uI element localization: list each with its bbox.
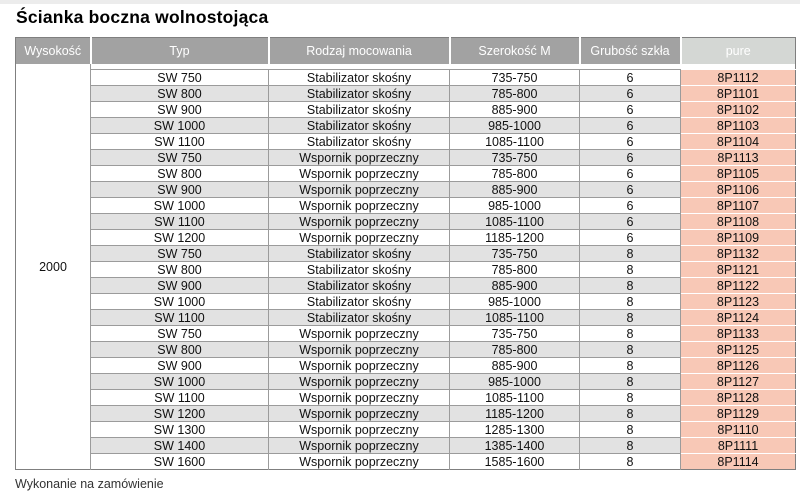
cell-grubosc-szkla: 8 bbox=[580, 406, 681, 422]
footnote-text: Wykonanie na zamówienie bbox=[15, 477, 164, 491]
cell-szerokosc-m: 885-900 bbox=[450, 102, 580, 118]
cell-pure-code: 8P1121 bbox=[681, 262, 796, 278]
table-row bbox=[16, 438, 796, 454]
cell-rodzaj-mocowania: Stabilizator skośny bbox=[269, 278, 450, 294]
cell-grubosc-szkla: 8 bbox=[580, 422, 681, 438]
cell-typ: SW 1200 bbox=[91, 406, 269, 422]
col-header-rodzaj-mocowania: Rodzaj mocowania bbox=[269, 38, 450, 65]
cell-pure-code: 8P1125 bbox=[681, 342, 796, 358]
cell-szerokosc-m: 735-750 bbox=[450, 70, 580, 86]
cell-typ: SW 900 bbox=[91, 102, 269, 118]
cell-pure-code: 8P1106 bbox=[681, 182, 796, 198]
cell-grubosc-szkla: 8 bbox=[580, 246, 681, 262]
cell-rodzaj-mocowania: Stabilizator skośny bbox=[269, 246, 450, 262]
cell-grubosc-szkla: 6 bbox=[580, 230, 681, 246]
cell-rodzaj-mocowania: Wspornik poprzeczny bbox=[269, 198, 450, 214]
cell-rodzaj-mocowania: Wspornik poprzeczny bbox=[269, 342, 450, 358]
cell-rodzaj-mocowania: Stabilizator skośny bbox=[269, 134, 450, 150]
cell-grubosc-szkla: 6 bbox=[580, 86, 681, 102]
cell-szerokosc-m: 1285-1300 bbox=[450, 422, 580, 438]
cell-grubosc-szkla: 6 bbox=[580, 102, 681, 118]
cell-typ: SW 800 bbox=[91, 262, 269, 278]
table-row bbox=[16, 374, 796, 390]
cell-typ: SW 1000 bbox=[91, 374, 269, 390]
cell-grubosc-szkla: 6 bbox=[580, 150, 681, 166]
header-row bbox=[16, 38, 796, 65]
cell-rodzaj-mocowania: Wspornik poprzeczny bbox=[269, 326, 450, 342]
cell-grubosc-szkla: 6 bbox=[580, 118, 681, 134]
table-row bbox=[16, 342, 796, 358]
table-row bbox=[16, 230, 796, 246]
table-row bbox=[16, 390, 796, 406]
cell-grubosc-szkla: 8 bbox=[580, 294, 681, 310]
cell-typ: SW 1300 bbox=[91, 422, 269, 438]
col-header-grubosc-szkla: Grubość szkła bbox=[580, 38, 681, 65]
cell-grubosc-szkla: 8 bbox=[580, 454, 681, 470]
cell-pure-code: 8P1105 bbox=[681, 166, 796, 182]
cell-grubosc-szkla: 8 bbox=[580, 310, 681, 326]
cell-szerokosc-m: 985-1000 bbox=[450, 374, 580, 390]
cell-rodzaj-mocowania: Stabilizator skośny bbox=[269, 310, 450, 326]
cell-pure-code: 8P1129 bbox=[681, 406, 796, 422]
cell-grubosc-szkla: 8 bbox=[580, 374, 681, 390]
cell-typ: SW 900 bbox=[91, 278, 269, 294]
cell-szerokosc-m: 985-1000 bbox=[450, 294, 580, 310]
cell-rodzaj-mocowania: Wspornik poprzeczny bbox=[269, 214, 450, 230]
col-header-pure: pure bbox=[681, 38, 796, 65]
cell-typ: SW 1000 bbox=[91, 294, 269, 310]
cell-pure-code: 8P1112 bbox=[681, 70, 796, 86]
cell-typ: SW 800 bbox=[91, 86, 269, 102]
cell-pure-code: 8P1132 bbox=[681, 246, 796, 262]
cell-grubosc-szkla: 8 bbox=[580, 438, 681, 454]
table-row bbox=[16, 166, 796, 182]
cell-pure-code: 8P1124 bbox=[681, 310, 796, 326]
col-header-wysokosc: Wysokość bbox=[16, 38, 91, 65]
cell-typ: SW 1100 bbox=[91, 134, 269, 150]
cell-rodzaj-mocowania: Wspornik poprzeczny bbox=[269, 374, 450, 390]
cell-szerokosc-m: 1085-1100 bbox=[450, 390, 580, 406]
cell-grubosc-szkla: 6 bbox=[580, 166, 681, 182]
cell-typ: SW 1000 bbox=[91, 118, 269, 134]
cell-rodzaj-mocowania: Wspornik poprzeczny bbox=[269, 230, 450, 246]
table-row bbox=[16, 70, 796, 86]
cell-grubosc-szkla: 6 bbox=[580, 70, 681, 86]
cell-typ: SW 800 bbox=[91, 166, 269, 182]
cell-typ: SW 1100 bbox=[91, 310, 269, 326]
cell-grubosc-szkla: 6 bbox=[580, 134, 681, 150]
cell-grubosc-szkla: 6 bbox=[580, 182, 681, 198]
cell-pure-code: 8P1103 bbox=[681, 118, 796, 134]
cell-typ: SW 750 bbox=[91, 150, 269, 166]
table-row bbox=[16, 118, 796, 134]
table-row bbox=[16, 326, 796, 342]
cell-pure-code: 8P1104 bbox=[681, 134, 796, 150]
cell-rodzaj-mocowania: Stabilizator skośny bbox=[269, 262, 450, 278]
cell-szerokosc-m: 885-900 bbox=[450, 278, 580, 294]
cell-typ: SW 1100 bbox=[91, 214, 269, 230]
cell-pure-code: 8P1114 bbox=[681, 454, 796, 470]
cell-grubosc-szkla: 8 bbox=[580, 326, 681, 342]
table-row bbox=[16, 406, 796, 422]
cell-szerokosc-m: 785-800 bbox=[450, 166, 580, 182]
cell-szerokosc-m: 735-750 bbox=[450, 246, 580, 262]
cell-pure-code: 8P1101 bbox=[681, 86, 796, 102]
cell-grubosc-szkla: 8 bbox=[580, 358, 681, 374]
cell-rodzaj-mocowania: Wspornik poprzeczny bbox=[269, 390, 450, 406]
product-spec-table bbox=[15, 37, 796, 470]
cell-rodzaj-mocowania: Stabilizator skośny bbox=[269, 118, 450, 134]
table-row bbox=[16, 214, 796, 230]
cell-pure-code: 8P1111 bbox=[681, 438, 796, 454]
cell-szerokosc-m: 785-800 bbox=[450, 262, 580, 278]
cell-grubosc-szkla: 8 bbox=[580, 262, 681, 278]
cell-typ: SW 1400 bbox=[91, 438, 269, 454]
cell-pure-code: 8P1126 bbox=[681, 358, 796, 374]
cell-szerokosc-m: 735-750 bbox=[450, 150, 580, 166]
table-row bbox=[16, 134, 796, 150]
table-row bbox=[16, 182, 796, 198]
table-row bbox=[16, 102, 796, 118]
cell-typ: SW 750 bbox=[91, 246, 269, 262]
cell-pure-code: 8P1108 bbox=[681, 214, 796, 230]
cell-szerokosc-m: 1385-1400 bbox=[450, 438, 580, 454]
table-row bbox=[16, 86, 796, 102]
table-row bbox=[16, 198, 796, 214]
cell-rodzaj-mocowania: Stabilizator skośny bbox=[269, 102, 450, 118]
cell-szerokosc-m: 885-900 bbox=[450, 358, 580, 374]
cell-rodzaj-mocowania: Stabilizator skośny bbox=[269, 294, 450, 310]
cell-szerokosc-m: 985-1000 bbox=[450, 198, 580, 214]
top-strip bbox=[0, 0, 800, 4]
cell-typ: SW 1000 bbox=[91, 198, 269, 214]
cell-pure-code: 8P1113 bbox=[681, 150, 796, 166]
col-header-szerokosc-m: Szerokość M bbox=[450, 38, 580, 65]
cell-szerokosc-m: 1085-1100 bbox=[450, 214, 580, 230]
cell-szerokosc-m: 1085-1100 bbox=[450, 310, 580, 326]
cell-typ: SW 900 bbox=[91, 358, 269, 374]
cell-pure-code: 8P1102 bbox=[681, 102, 796, 118]
table-row bbox=[16, 262, 796, 278]
cell-rodzaj-mocowania: Wspornik poprzeczny bbox=[269, 422, 450, 438]
page-title: Ścianka boczna wolnostojąca bbox=[16, 7, 269, 27]
cell-pure-code: 8P1127 bbox=[681, 374, 796, 390]
height-merged-cell: 2000 bbox=[16, 64, 91, 470]
cell-rodzaj-mocowania: Wspornik poprzeczny bbox=[269, 454, 450, 470]
table-row bbox=[16, 278, 796, 294]
cell-pure-code: 8P1107 bbox=[681, 198, 796, 214]
cell-szerokosc-m: 1585-1600 bbox=[450, 454, 580, 470]
cell-pure-code: 8P1109 bbox=[681, 230, 796, 246]
cell-szerokosc-m: 1185-1200 bbox=[450, 230, 580, 246]
table-row bbox=[16, 358, 796, 374]
cell-typ: SW 800 bbox=[91, 342, 269, 358]
cell-typ: SW 900 bbox=[91, 182, 269, 198]
cell-rodzaj-mocowania: Wspornik poprzeczny bbox=[269, 358, 450, 374]
cell-pure-code: 8P1122 bbox=[681, 278, 796, 294]
cell-grubosc-szkla: 8 bbox=[580, 278, 681, 294]
cell-typ: SW 750 bbox=[91, 70, 269, 86]
cell-rodzaj-mocowania: Wspornik poprzeczny bbox=[269, 150, 450, 166]
cell-rodzaj-mocowania: Wspornik poprzeczny bbox=[269, 166, 450, 182]
cell-szerokosc-m: 1185-1200 bbox=[450, 406, 580, 422]
table-row bbox=[16, 294, 796, 310]
cell-szerokosc-m: 985-1000 bbox=[450, 118, 580, 134]
cell-pure-code: 8P1128 bbox=[681, 390, 796, 406]
cell-szerokosc-m: 785-800 bbox=[450, 342, 580, 358]
cell-szerokosc-m: 885-900 bbox=[450, 182, 580, 198]
table-row bbox=[16, 422, 796, 438]
cell-rodzaj-mocowania: Wspornik poprzeczny bbox=[269, 182, 450, 198]
cell-grubosc-szkla: 8 bbox=[580, 390, 681, 406]
cell-grubosc-szkla: 6 bbox=[580, 214, 681, 230]
cell-szerokosc-m: 785-800 bbox=[450, 86, 580, 102]
cell-rodzaj-mocowania: Stabilizator skośny bbox=[269, 86, 450, 102]
table-row bbox=[16, 310, 796, 326]
table-row bbox=[16, 150, 796, 166]
cell-grubosc-szkla: 6 bbox=[580, 198, 681, 214]
cell-szerokosc-m: 735-750 bbox=[450, 326, 580, 342]
cell-rodzaj-mocowania: Stabilizator skośny bbox=[269, 70, 450, 86]
cell-pure-code: 8P1110 bbox=[681, 422, 796, 438]
cell-typ: SW 1200 bbox=[91, 230, 269, 246]
cell-grubosc-szkla: 8 bbox=[580, 342, 681, 358]
cell-typ: SW 1100 bbox=[91, 390, 269, 406]
cell-typ: SW 750 bbox=[91, 326, 269, 342]
cell-rodzaj-mocowania: Wspornik poprzeczny bbox=[269, 406, 450, 422]
table-row bbox=[16, 454, 796, 470]
cell-rodzaj-mocowania: Wspornik poprzeczny bbox=[269, 438, 450, 454]
cell-typ: SW 1600 bbox=[91, 454, 269, 470]
cell-szerokosc-m: 1085-1100 bbox=[450, 134, 580, 150]
cell-pure-code: 8P1123 bbox=[681, 294, 796, 310]
col-header-typ: Typ bbox=[91, 38, 269, 65]
table-row bbox=[16, 246, 796, 262]
cell-pure-code: 8P1133 bbox=[681, 326, 796, 342]
